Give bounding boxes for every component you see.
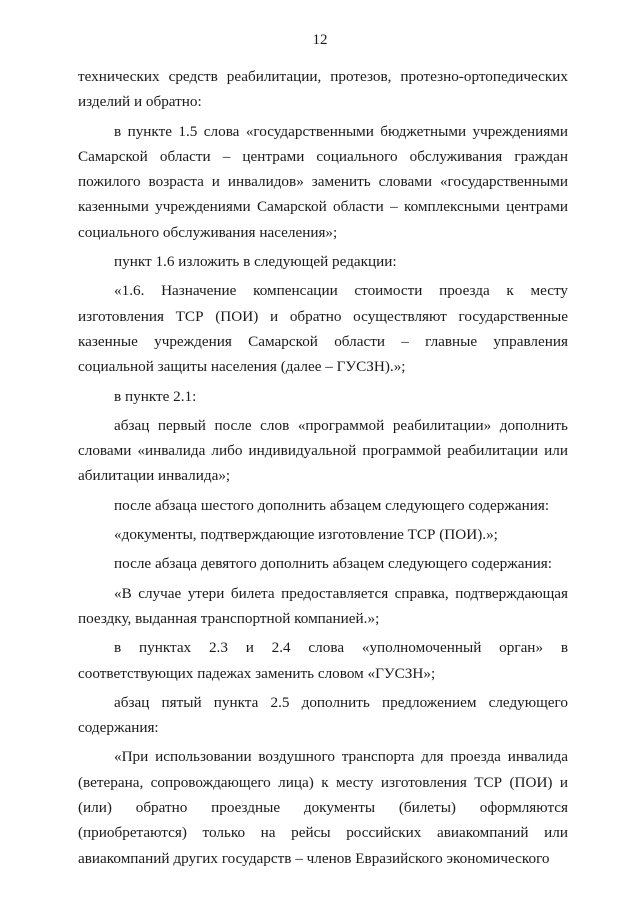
page-number: 12: [312, 32, 328, 48]
paragraph-after-ninth: после абзаца девятого дополнить абзацем следующего содержания:: [114, 555, 552, 573]
paragraph-item-1-6-text: «1.6. Назначение компенсации стоимости проезда к месту изготовления ТСР (ПОИ) и обратно осуществляют государственные казенные учреждения Самарской области – главные управления социальной защиты населения (далее – ГУСЗН).»;: [78, 282, 568, 376]
document-body: [78, 64, 568, 871]
paragraph-ticket-loss: «В случае утери билета предоставляется справка, подтверждающая поездку, выданная транспортной компанией.»;: [78, 584, 568, 627]
paragraph-continuation: технических средств реабилитации, протезов, протезно-ортопедических изделий и обратно:: [78, 68, 568, 111]
paragraph-documents: «документы, подтверждающие изготовление ТСР (ПОИ).»;: [114, 526, 498, 544]
paragraph-item-1-6-intro: пункт 1.6 изложить в следующей редакции:: [114, 253, 397, 271]
paragraph-item-1-5: в пункте 1.5 слова «государственными бюджетными учреждениями Самарской области – центрами социального обслуживания граждан пожилого возраста и инвалидов» заменить словами «государственными казенными учреждениями Самарской области – комплексными центрами социального обслуживания населения»;: [78, 122, 568, 241]
paragraph-items-2-3-2-4: в пунктах 2.3 и 2.4 слова «уполномоченный орган» в соответствующих падежах заменить словом «ГУСЗН»;: [78, 639, 568, 682]
paragraph-item-2-1-first: абзац первый после слов «программой реабилитации» дополнить словами «инвалида либо индивидуальной программой реабилитации или абилитации инвалида»;: [78, 416, 568, 485]
paragraph-item-2-1-intro: в пункте 2.1:: [114, 387, 197, 405]
paragraph-air-transport: «При использовании воздушного транспорта для проезда инвалида (ветерана, сопровождающего лица) к месту изготовления ТСР (ПОИ) и (или) обратно проездные документы (билеты) оформляются (приобретаются) только на рейсы российских авиакомпаний или авиакомпаний других государств – членов Евразийского экономического: [78, 748, 568, 867]
paragraph-item-2-5: абзац пятый пункта 2.5 дополнить предложением следующего содержания:: [78, 693, 568, 737]
paragraph-after-sixth: после абзаца шестого дополнить абзацем следующего содержания:: [114, 496, 550, 514]
